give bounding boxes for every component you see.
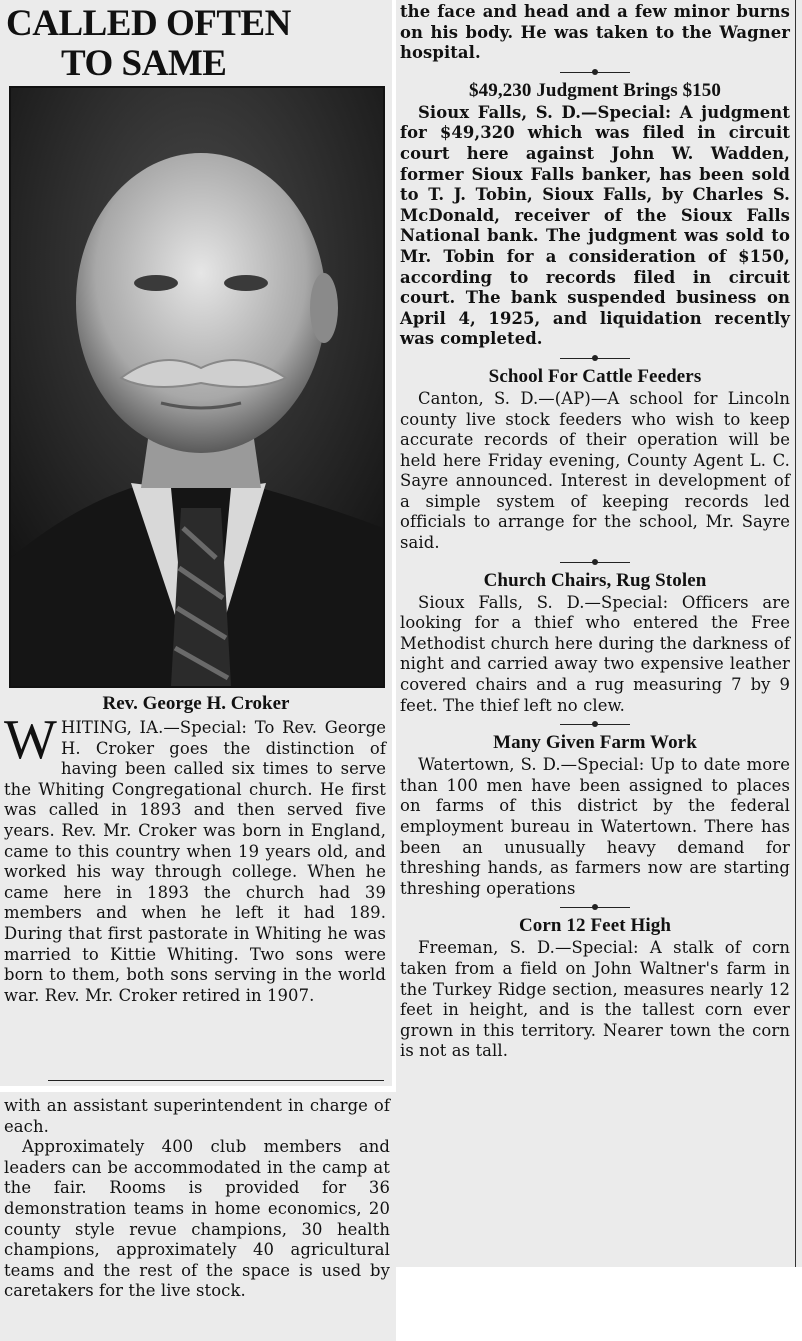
separator bbox=[400, 353, 790, 363]
right-column bbox=[396, 0, 802, 1267]
column-rule bbox=[48, 1080, 384, 1081]
story-body-cattle: Canton, S. D.—(AP)—A school for Lincoln county live stock feeders who wish to keep accurate records of their operation will be held here Friday evening, County Agent L. C. Sayre announced. Interest in development of a simple system of keeping records led officials to arrange for the school, Mr. Sayre said. bbox=[400, 388, 790, 553]
portrait-photo bbox=[9, 86, 385, 688]
croker-article-body: HITING, IA.—Special: To Rev. George H. Croker goes the distinction of having been called six times to serve the Whiting Congregational church. He first was called in 1893 and then served five years. Rev. Mr. Croker was born in England, came to this country when 19 years old, and worked his way through college. When he came here in 1893 the church had 39 members and when he left it had 189. During that first pastorate in Whiting he was married to Kittie Whiting. Two sons were born to them, both sons serving in the world war. Rev. Mr. Croker retired in 1907. bbox=[4, 718, 386, 1005]
story-body-corn: Freeman, S. D.—Special: A stalk of corn taken from a field on John Waltner's farm in the Turkey Ridge section, measures nearly 12 feet in height, and is the tallest corn ever grown in this territory. Nearer town the corn is not as tall. bbox=[400, 938, 790, 1061]
drop-cap: W bbox=[4, 709, 57, 771]
right-column-text bbox=[400, 2, 790, 1062]
story-body-church: Sioux Falls, S. D.—Special: Officers are looking for a thief who entered the Free Methodist church here during the darkness of night and carried away two expensive leather covered chairs and a rug measuring 7 by 9 feet. The thief left no clew. bbox=[400, 592, 790, 715]
left-column-lower bbox=[0, 1092, 396, 1341]
lead-fragment: the face and head and a few minor burns on his body. He was taken to the Wagner hospital. bbox=[400, 2, 790, 63]
separator bbox=[400, 67, 790, 77]
story-body-judgment: Sioux Falls, S. D.—Special: A judgment for $49,320 which was filed in circuit court here against John W. Wadden, former Sioux Falls banker, has been sold to T. J. Tobin, Sioux Falls, by Charles S. McDonald, receiver of the Sioux Falls National bank. The judgment was sold to Mr. Tobin for a consideration of $150, according to records filed in circuit court. The bank suspended business on April 4, 1925, and liquidation recently was completed. bbox=[400, 102, 790, 349]
left-column-upper bbox=[0, 0, 392, 1086]
continued-paragraph-1: with an assistant superintendent in charge of each. bbox=[4, 1096, 390, 1136]
right-edge-rule bbox=[795, 0, 796, 1267]
story-title-judgment: $49,230 Judgment Brings $150 bbox=[469, 79, 721, 101]
headline-line-1: CALLED OFTEN bbox=[6, 3, 291, 44]
continued-article bbox=[4, 1096, 390, 1302]
story-title-farm-work: Many Given Farm Work bbox=[493, 732, 697, 754]
croker-article bbox=[4, 709, 386, 1006]
photo-caption: Rev. George H. Croker bbox=[102, 693, 290, 714]
story-title-corn: Corn 12 Feet High bbox=[518, 915, 672, 937]
continued-paragraph-2: Approximately 400 club members and leaders can be accommodated in the camp at the fair. Rooms is provided for 36 demonstration teams in home economics, 20 county style revue champions, 30 health champions, approximately 40 agricultural teams and the rest of the space is used by caretakers for the live stock. bbox=[4, 1137, 390, 1301]
headline-line-2: TO SAME bbox=[61, 43, 227, 84]
separator bbox=[400, 719, 790, 729]
story-title-cattle: School For Cattle Feeders bbox=[488, 365, 702, 387]
story-title-church: Church Chairs, Rug Stolen bbox=[483, 569, 707, 591]
story-body-farm-work: Watertown, S. D.—Special: Up to date more than 100 men have been assigned to places on farms of this district by the federal employment bureau in Watertown. There has been an unusually heavy demand for threshing hands, as farmers now are starting threshing operations bbox=[400, 755, 790, 898]
separator bbox=[400, 557, 790, 567]
portrait-illustration bbox=[11, 88, 383, 686]
separator bbox=[400, 902, 790, 912]
